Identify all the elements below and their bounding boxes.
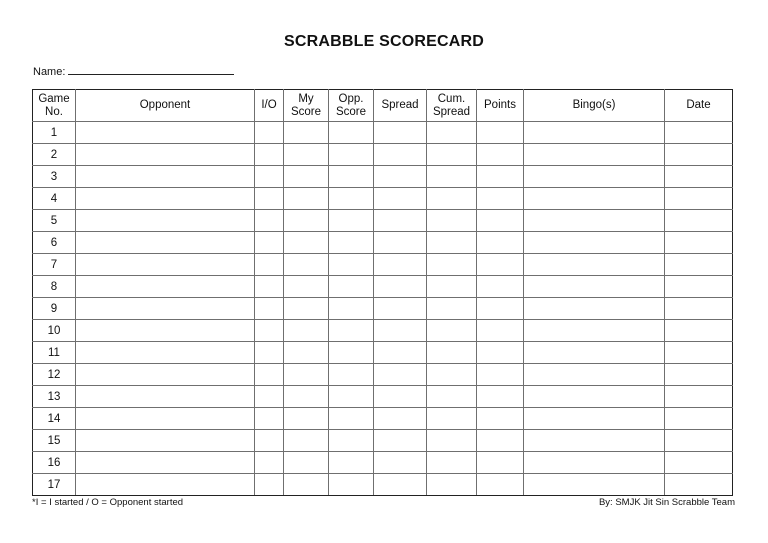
footnote: *I = I started / O = Opponent started xyxy=(32,497,184,508)
cell-opp-score[interactable] xyxy=(329,474,374,496)
scorecard-table xyxy=(32,89,733,496)
game-number-cell: 7 xyxy=(33,254,76,276)
cell-cum-spread[interactable] xyxy=(427,188,477,210)
cell-opp-score[interactable] xyxy=(329,122,374,144)
column-header-date xyxy=(665,90,733,122)
cell-points[interactable] xyxy=(477,320,524,342)
cell-spread[interactable] xyxy=(374,254,427,276)
cell-opp-score[interactable] xyxy=(329,408,374,430)
cell-spread[interactable] xyxy=(374,342,427,364)
cell-io[interactable] xyxy=(255,122,284,144)
cell-opp-score[interactable] xyxy=(329,254,374,276)
cell-my-score[interactable] xyxy=(284,210,329,232)
table-body xyxy=(33,122,733,496)
cell-cum-spread[interactable] xyxy=(427,254,477,276)
cell-spread[interactable] xyxy=(374,474,427,496)
name-label: Name: xyxy=(33,66,66,78)
column-header-text: Opponent xyxy=(139,99,191,111)
cell-cum-spread[interactable] xyxy=(427,408,477,430)
column-header-bingos xyxy=(524,90,665,122)
cell-date[interactable] xyxy=(665,166,733,188)
cell-date[interactable] xyxy=(665,386,733,408)
column-header-opponent xyxy=(76,90,255,122)
cell-points[interactable] xyxy=(477,144,524,166)
cell-cum-spread[interactable] xyxy=(427,166,477,188)
cell-cum-spread[interactable] xyxy=(427,276,477,298)
cell-my-score[interactable] xyxy=(284,144,329,166)
cell-points[interactable] xyxy=(477,364,524,386)
cell-my-score[interactable] xyxy=(284,364,329,386)
cell-io[interactable] xyxy=(255,386,284,408)
cell-date[interactable] xyxy=(665,122,733,144)
column-header-points xyxy=(477,90,524,122)
cell-opp-score[interactable] xyxy=(329,232,374,254)
game-number-cell: 4 xyxy=(33,188,76,210)
cell-cum-spread[interactable] xyxy=(427,430,477,452)
cell-cum-spread[interactable] xyxy=(427,144,477,166)
cell-opp-score[interactable] xyxy=(329,210,374,232)
cell-my-score[interactable] xyxy=(284,188,329,210)
table-row xyxy=(33,210,733,232)
cell-opp-score[interactable] xyxy=(329,144,374,166)
cell-opp-score[interactable] xyxy=(329,364,374,386)
cell-io[interactable] xyxy=(255,188,284,210)
cell-my-score[interactable] xyxy=(284,276,329,298)
table-row xyxy=(33,144,733,166)
cell-io[interactable] xyxy=(255,210,284,232)
cell-points[interactable] xyxy=(477,276,524,298)
cell-date[interactable] xyxy=(665,474,733,496)
cell-cum-spread[interactable] xyxy=(427,320,477,342)
page-title: SCRABBLE SCORECARD xyxy=(283,33,485,50)
cell-io[interactable] xyxy=(255,276,284,298)
cell-cum-spread[interactable] xyxy=(427,298,477,320)
cell-opp-score[interactable] xyxy=(329,276,374,298)
cell-io[interactable] xyxy=(255,320,284,342)
cell-spread[interactable] xyxy=(374,188,427,210)
cell-opp-score[interactable] xyxy=(329,342,374,364)
cell-spread[interactable] xyxy=(374,166,427,188)
cell-cum-spread[interactable] xyxy=(427,232,477,254)
table-row xyxy=(33,342,733,364)
column-header-my-score xyxy=(284,90,329,122)
cell-points[interactable] xyxy=(477,232,524,254)
cell-bingos[interactable] xyxy=(524,320,665,342)
cell-date[interactable] xyxy=(665,144,733,166)
cell-date[interactable] xyxy=(665,408,733,430)
cell-spread[interactable] xyxy=(374,144,427,166)
game-number-cell: 6 xyxy=(33,232,76,254)
game-number-cell: 14 xyxy=(33,408,76,430)
column-header-cum-spread xyxy=(427,90,477,122)
cell-bingos[interactable] xyxy=(524,430,665,452)
table-row xyxy=(33,452,733,474)
cell-opponent[interactable] xyxy=(76,474,255,496)
cell-date[interactable] xyxy=(665,276,733,298)
cell-date[interactable] xyxy=(665,430,733,452)
table-row xyxy=(33,386,733,408)
table-row xyxy=(33,408,733,430)
column-header-text: Cum. xyxy=(437,92,466,105)
column-header-game-no xyxy=(33,90,76,122)
cell-points[interactable] xyxy=(477,122,524,144)
cell-date[interactable] xyxy=(665,232,733,254)
column-header-text: Spread xyxy=(381,99,419,111)
cell-bingos[interactable] xyxy=(524,364,665,386)
cell-my-score[interactable] xyxy=(284,166,329,188)
cell-io[interactable] xyxy=(255,430,284,452)
column-header-text: Score xyxy=(290,105,322,118)
cell-bingos[interactable] xyxy=(524,144,665,166)
cell-bingos[interactable] xyxy=(524,210,665,232)
cell-points[interactable] xyxy=(477,298,524,320)
cell-bingos[interactable] xyxy=(524,188,665,210)
cell-opponent[interactable] xyxy=(76,232,255,254)
game-number-cell: 8 xyxy=(33,276,76,298)
cell-points[interactable] xyxy=(477,188,524,210)
cell-cum-spread[interactable] xyxy=(427,122,477,144)
column-header-text: No. xyxy=(45,105,63,118)
cell-io[interactable] xyxy=(255,364,284,386)
cell-cum-spread[interactable] xyxy=(427,210,477,232)
cell-io[interactable] xyxy=(255,342,284,364)
cell-points[interactable] xyxy=(477,210,524,232)
game-number-cell: 12 xyxy=(33,364,76,386)
cell-spread[interactable] xyxy=(374,122,427,144)
column-header-text: Points xyxy=(484,99,516,111)
name-field xyxy=(33,65,234,78)
table-row xyxy=(33,232,733,254)
cell-bingos[interactable] xyxy=(524,166,665,188)
cell-opponent[interactable] xyxy=(76,254,255,276)
game-number-cell: 15 xyxy=(33,430,76,452)
cell-date[interactable] xyxy=(665,210,733,232)
cell-bingos[interactable] xyxy=(524,122,665,144)
cell-spread[interactable] xyxy=(374,320,427,342)
cell-spread[interactable] xyxy=(374,386,427,408)
table-row xyxy=(33,166,733,188)
column-header-text: Date xyxy=(686,99,711,111)
cell-spread[interactable] xyxy=(374,452,427,474)
cell-points[interactable] xyxy=(477,342,524,364)
game-number-cell: 2 xyxy=(33,144,76,166)
cell-opponent[interactable] xyxy=(76,210,255,232)
table-row xyxy=(33,364,733,386)
cell-date[interactable] xyxy=(665,254,733,276)
cell-opp-score[interactable] xyxy=(329,452,374,474)
game-number-cell: 17 xyxy=(33,474,76,496)
cell-spread[interactable] xyxy=(374,408,427,430)
cell-bingos[interactable] xyxy=(524,408,665,430)
cell-spread[interactable] xyxy=(374,298,427,320)
cell-io[interactable] xyxy=(255,298,284,320)
cell-io[interactable] xyxy=(255,474,284,496)
cell-my-score[interactable] xyxy=(284,298,329,320)
cell-opponent[interactable] xyxy=(76,122,255,144)
cell-my-score[interactable] xyxy=(284,430,329,452)
cell-date[interactable] xyxy=(665,364,733,386)
cell-bingos[interactable] xyxy=(524,452,665,474)
column-header-text: Spread xyxy=(432,105,471,118)
table-row xyxy=(33,276,733,298)
cell-my-score[interactable] xyxy=(284,474,329,496)
cell-io[interactable] xyxy=(255,408,284,430)
cell-bingos[interactable] xyxy=(524,254,665,276)
cell-opp-score[interactable] xyxy=(329,166,374,188)
cell-points[interactable] xyxy=(477,386,524,408)
cell-io[interactable] xyxy=(255,144,284,166)
table-row xyxy=(33,320,733,342)
cell-my-score[interactable] xyxy=(284,342,329,364)
column-header-text: I/O xyxy=(261,99,277,111)
cell-opponent[interactable] xyxy=(76,386,255,408)
cell-opp-score[interactable] xyxy=(329,386,374,408)
cell-my-score[interactable] xyxy=(284,452,329,474)
game-number-cell: 5 xyxy=(33,210,76,232)
cell-my-score[interactable] xyxy=(284,232,329,254)
table-row xyxy=(33,188,733,210)
game-number-cell: 13 xyxy=(33,386,76,408)
cell-opponent[interactable] xyxy=(76,276,255,298)
cell-spread[interactable] xyxy=(374,232,427,254)
cell-opponent[interactable] xyxy=(76,452,255,474)
cell-io[interactable] xyxy=(255,232,284,254)
column-header-text: Opp. xyxy=(338,92,364,105)
cell-bingos[interactable] xyxy=(524,386,665,408)
cell-opp-score[interactable] xyxy=(329,298,374,320)
cell-opponent[interactable] xyxy=(76,408,255,430)
cell-spread[interactable] xyxy=(374,430,427,452)
cell-points[interactable] xyxy=(477,452,524,474)
cell-io[interactable] xyxy=(255,452,284,474)
name-blank-line xyxy=(68,65,234,75)
cell-spread[interactable] xyxy=(374,276,427,298)
cell-cum-spread[interactable] xyxy=(427,342,477,364)
game-number-cell: 10 xyxy=(33,320,76,342)
cell-spread[interactable] xyxy=(374,210,427,232)
cell-opponent[interactable] xyxy=(76,144,255,166)
cell-my-score[interactable] xyxy=(284,408,329,430)
cell-date[interactable] xyxy=(665,188,733,210)
cell-opponent[interactable] xyxy=(76,342,255,364)
column-header-io xyxy=(255,90,284,122)
column-header-opp-score xyxy=(329,90,374,122)
column-header-text: Score xyxy=(335,105,367,118)
cell-bingos[interactable] xyxy=(524,276,665,298)
cell-cum-spread[interactable] xyxy=(427,386,477,408)
cell-opp-score[interactable] xyxy=(329,320,374,342)
cell-io[interactable] xyxy=(255,166,284,188)
table-row xyxy=(33,430,733,452)
cell-opponent[interactable] xyxy=(76,430,255,452)
cell-bingos[interactable] xyxy=(524,342,665,364)
cell-points[interactable] xyxy=(477,254,524,276)
cell-my-score[interactable] xyxy=(284,122,329,144)
cell-points[interactable] xyxy=(477,430,524,452)
cell-opponent[interactable] xyxy=(76,188,255,210)
game-number-cell: 16 xyxy=(33,452,76,474)
cell-bingos[interactable] xyxy=(524,232,665,254)
credit: By: SMJK Jit Sin Scrabble Team xyxy=(598,497,735,508)
cell-cum-spread[interactable] xyxy=(427,452,477,474)
table-row xyxy=(33,474,733,496)
game-number-cell: 11 xyxy=(33,342,76,364)
game-number-cell: 3 xyxy=(33,166,76,188)
cell-opponent[interactable] xyxy=(76,166,255,188)
column-header-text: My xyxy=(298,92,314,105)
cell-opp-score[interactable] xyxy=(329,430,374,452)
cell-opp-score[interactable] xyxy=(329,188,374,210)
cell-my-score[interactable] xyxy=(284,320,329,342)
cell-bingos[interactable] xyxy=(524,474,665,496)
cell-opponent[interactable] xyxy=(76,320,255,342)
cell-opponent[interactable] xyxy=(76,298,255,320)
table-row xyxy=(33,298,733,320)
cell-points[interactable] xyxy=(477,408,524,430)
column-header-text: Bingo(s) xyxy=(572,99,616,111)
cell-my-score[interactable] xyxy=(284,254,329,276)
table-row xyxy=(33,254,733,276)
cell-points[interactable] xyxy=(477,474,524,496)
cell-io[interactable] xyxy=(255,254,284,276)
cell-my-score[interactable] xyxy=(284,386,329,408)
column-header-text: Game xyxy=(38,92,70,105)
cell-spread[interactable] xyxy=(374,364,427,386)
cell-date[interactable] xyxy=(665,298,733,320)
cell-date[interactable] xyxy=(665,452,733,474)
game-number-cell: 1 xyxy=(33,122,76,144)
cell-cum-spread[interactable] xyxy=(427,364,477,386)
cell-date[interactable] xyxy=(665,342,733,364)
cell-points[interactable] xyxy=(477,166,524,188)
cell-bingos[interactable] xyxy=(524,298,665,320)
cell-date[interactable] xyxy=(665,320,733,342)
game-number-cell: 9 xyxy=(33,298,76,320)
column-header-spread xyxy=(374,90,427,122)
cell-opponent[interactable] xyxy=(76,364,255,386)
cell-cum-spread[interactable] xyxy=(427,474,477,496)
table-header-row xyxy=(33,90,733,122)
table-row xyxy=(33,122,733,144)
